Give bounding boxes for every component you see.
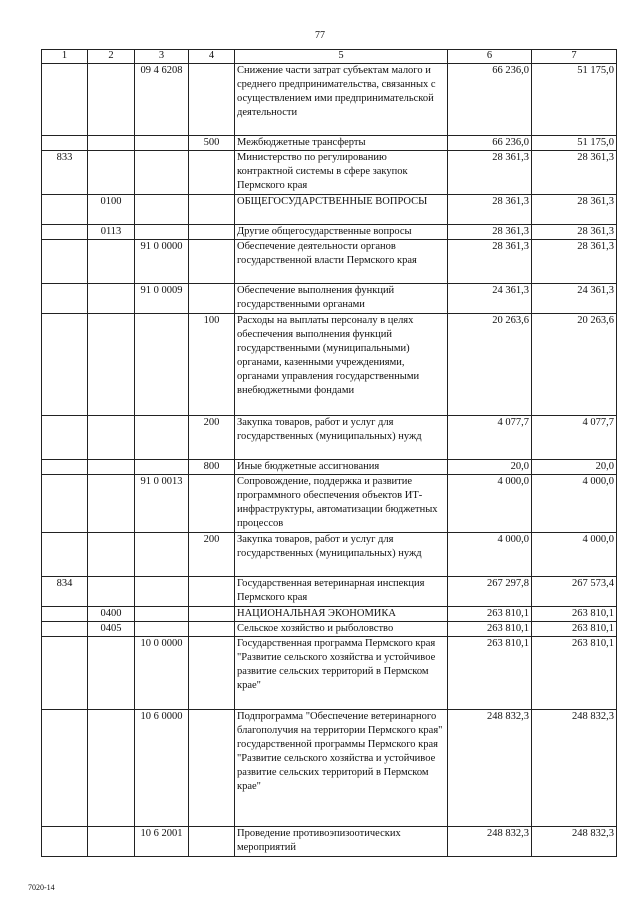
item-name-cell: Межбюджетные трансферты [235, 136, 448, 151]
amount-col7-cell: 51 175,0 [532, 64, 617, 136]
column-header: 3 [135, 50, 189, 64]
item-name-cell: Проведение противоэпизоотических мероприятий [235, 827, 448, 857]
column-header: 1 [42, 50, 88, 64]
amount-col6-cell: 28 361,3 [448, 195, 532, 225]
expense-type-cell [189, 577, 235, 607]
item-name-cell: Сопровождение, поддержка и развитие программного обеспечения объектов ИТ-инфраструктуры, автоматизации бюджетных процессов [235, 475, 448, 533]
item-name-cell: Подпрограмма "Обеспечение ветеринарного благополучия на территории Пермского края" государственной программы Пермского края "Развитие сельского хозяйства и устойчивое развитие сельских территорий в Пермском крае" [235, 710, 448, 827]
target-article-cell [135, 136, 189, 151]
chapter-code-cell [42, 533, 88, 577]
amount-col7-cell: 28 361,3 [532, 151, 617, 195]
column-header: 7 [532, 50, 617, 64]
expense-type-cell [189, 475, 235, 533]
section-code-cell [88, 284, 135, 314]
amount-col6-cell: 28 361,3 [448, 151, 532, 195]
expense-type-cell [189, 195, 235, 225]
amount-col6-cell: 20,0 [448, 460, 532, 475]
chapter-code-cell [42, 64, 88, 136]
amount-col6-cell: 248 832,3 [448, 827, 532, 857]
amount-col7-cell: 263 810,1 [532, 622, 617, 637]
target-article-cell [135, 622, 189, 637]
amount-col6-cell: 263 810,1 [448, 607, 532, 622]
section-code-cell [88, 710, 135, 827]
target-article-cell [135, 460, 189, 475]
chapter-code-cell: 833 [42, 151, 88, 195]
chapter-code-cell [42, 622, 88, 637]
amount-col7-cell: 263 810,1 [532, 637, 617, 710]
amount-col7-cell: 20 263,6 [532, 314, 617, 416]
target-article-cell: 91 0 0013 [135, 475, 189, 533]
expense-type-cell: 500 [189, 136, 235, 151]
amount-col6-cell: 4 000,0 [448, 533, 532, 577]
item-name-cell: Расходы на выплаты персоналу в целях обеспечения выполнения функций государственными (муниципальными) органами, казенными учреждениями, органами управления государственными внебюджетными фондами [235, 314, 448, 416]
table-row [42, 710, 617, 827]
expense-type-cell [189, 151, 235, 195]
chapter-code-cell [42, 314, 88, 416]
target-article-cell [135, 195, 189, 225]
chapter-code-cell [42, 136, 88, 151]
item-name-cell: Снижение части затрат субъектам малого и среднего предпринимательства, связанных с осуществлением ими предпринимательской деятельности [235, 64, 448, 136]
amount-col7-cell: 28 361,3 [532, 225, 617, 240]
table-body [42, 64, 617, 857]
table-row [42, 637, 617, 710]
amount-col6-cell: 4 000,0 [448, 475, 532, 533]
section-code-cell [88, 827, 135, 857]
section-code-cell [88, 460, 135, 475]
chapter-code-cell [42, 240, 88, 284]
table-row [42, 460, 617, 475]
table-row [42, 622, 617, 637]
chapter-code-cell [42, 827, 88, 857]
table-row [42, 64, 617, 136]
chapter-code-cell [42, 475, 88, 533]
expense-type-cell [189, 284, 235, 314]
table-row [42, 827, 617, 857]
item-name-cell: Иные бюджетные ассигнования [235, 460, 448, 475]
chapter-code-cell: 834 [42, 577, 88, 607]
column-header: 5 [235, 50, 448, 64]
expense-type-cell: 200 [189, 416, 235, 460]
column-header: 2 [88, 50, 135, 64]
table-row [42, 284, 617, 314]
section-code-cell [88, 475, 135, 533]
item-name-cell: Обеспечение выполнения функций государственными органами [235, 284, 448, 314]
chapter-code-cell [42, 607, 88, 622]
target-article-cell [135, 151, 189, 195]
table-row [42, 136, 617, 151]
table-row [42, 607, 617, 622]
section-code-cell [88, 64, 135, 136]
item-name-cell: Сельское хозяйство и рыболовство [235, 622, 448, 637]
amount-col7-cell: 28 361,3 [532, 195, 617, 225]
section-code-cell [88, 533, 135, 577]
target-article-cell: 10 6 0000 [135, 710, 189, 827]
section-code-cell: 0100 [88, 195, 135, 225]
chapter-code-cell [42, 195, 88, 225]
table-row [42, 577, 617, 607]
section-code-cell [88, 151, 135, 195]
chapter-code-cell [42, 637, 88, 710]
chapter-code-cell [42, 284, 88, 314]
target-article-cell [135, 533, 189, 577]
item-name-cell: ОБЩЕГОСУДАРСТВЕННЫЕ ВОПРОСЫ [235, 195, 448, 225]
expense-type-cell [189, 607, 235, 622]
chapter-code-cell [42, 460, 88, 475]
section-code-cell [88, 416, 135, 460]
amount-col7-cell: 248 832,3 [532, 710, 617, 827]
target-article-cell [135, 607, 189, 622]
amount-col6-cell: 28 361,3 [448, 240, 532, 284]
chapter-code-cell [42, 416, 88, 460]
column-header: 4 [189, 50, 235, 64]
table-header-row [42, 50, 617, 64]
target-article-cell [135, 225, 189, 240]
expense-type-cell: 200 [189, 533, 235, 577]
table-row [42, 416, 617, 460]
expense-type-cell: 800 [189, 460, 235, 475]
page-number: 77 [315, 30, 325, 41]
expense-type-cell [189, 827, 235, 857]
target-article-cell: 09 4 6208 [135, 64, 189, 136]
amount-col6-cell: 248 832,3 [448, 710, 532, 827]
table-row [42, 314, 617, 416]
amount-col6-cell: 267 297,8 [448, 577, 532, 607]
table-row [42, 151, 617, 195]
expense-type-cell [189, 622, 235, 637]
amount-col6-cell: 20 263,6 [448, 314, 532, 416]
item-name-cell: НАЦИОНАЛЬНАЯ ЭКОНОМИКА [235, 607, 448, 622]
column-header: 6 [448, 50, 532, 64]
expense-type-cell [189, 637, 235, 710]
section-code-cell [88, 637, 135, 710]
amount-col7-cell: 4 077,7 [532, 416, 617, 460]
target-article-cell [135, 314, 189, 416]
target-article-cell: 10 6 2001 [135, 827, 189, 857]
amount-col6-cell: 66 236,0 [448, 136, 532, 151]
item-name-cell: Государственная ветеринарная инспекция Пермского края [235, 577, 448, 607]
amount-col7-cell: 20,0 [532, 460, 617, 475]
budget-table [41, 49, 617, 857]
item-name-cell: Другие общегосударственные вопросы [235, 225, 448, 240]
section-code-cell: 0400 [88, 607, 135, 622]
amount-col6-cell: 66 236,0 [448, 64, 532, 136]
table-row [42, 225, 617, 240]
item-name-cell: Государственная программа Пермского края "Развитие сельского хозяйства и устойчивое развитие сельских территорий в Пермском крае" [235, 637, 448, 710]
target-article-cell: 10 0 0000 [135, 637, 189, 710]
amount-col7-cell: 24 361,3 [532, 284, 617, 314]
amount-col7-cell: 4 000,0 [532, 475, 617, 533]
amount-col7-cell: 28 361,3 [532, 240, 617, 284]
expense-type-cell: 100 [189, 314, 235, 416]
amount-col6-cell: 28 361,3 [448, 225, 532, 240]
amount-col6-cell: 24 361,3 [448, 284, 532, 314]
section-code-cell: 0405 [88, 622, 135, 637]
amount-col7-cell: 51 175,0 [532, 136, 617, 151]
item-name-cell: Закупка товаров, работ и услуг для государственных (муниципальных) нужд [235, 533, 448, 577]
section-code-cell [88, 136, 135, 151]
amount-col6-cell: 263 810,1 [448, 622, 532, 637]
expense-type-cell [189, 240, 235, 284]
table-row [42, 240, 617, 284]
table-row [42, 195, 617, 225]
table-row [42, 475, 617, 533]
amount-col6-cell: 4 077,7 [448, 416, 532, 460]
item-name-cell: Закупка товаров, работ и услуг для государственных (муниципальных) нужд [235, 416, 448, 460]
amount-col7-cell: 263 810,1 [532, 607, 617, 622]
amount-col6-cell: 263 810,1 [448, 637, 532, 710]
section-code-cell [88, 240, 135, 284]
section-code-cell [88, 577, 135, 607]
chapter-code-cell [42, 225, 88, 240]
amount-col7-cell: 248 832,3 [532, 827, 617, 857]
section-code-cell: 0113 [88, 225, 135, 240]
item-name-cell: Обеспечение деятельности органов государственной власти Пермского края [235, 240, 448, 284]
item-name-cell: Министерство по регулированию контрактной системы в сфере закупок Пермского края [235, 151, 448, 195]
expense-type-cell [189, 710, 235, 827]
amount-col7-cell: 267 573,4 [532, 577, 617, 607]
table-row [42, 533, 617, 577]
section-code-cell [88, 314, 135, 416]
amount-col7-cell: 4 000,0 [532, 533, 617, 577]
target-article-cell [135, 416, 189, 460]
target-article-cell: 91 0 0009 [135, 284, 189, 314]
chapter-code-cell [42, 710, 88, 827]
expense-type-cell [189, 64, 235, 136]
target-article-cell: 91 0 0000 [135, 240, 189, 284]
expense-type-cell [189, 225, 235, 240]
footer-code: 7020-14 [28, 883, 55, 892]
target-article-cell [135, 577, 189, 607]
